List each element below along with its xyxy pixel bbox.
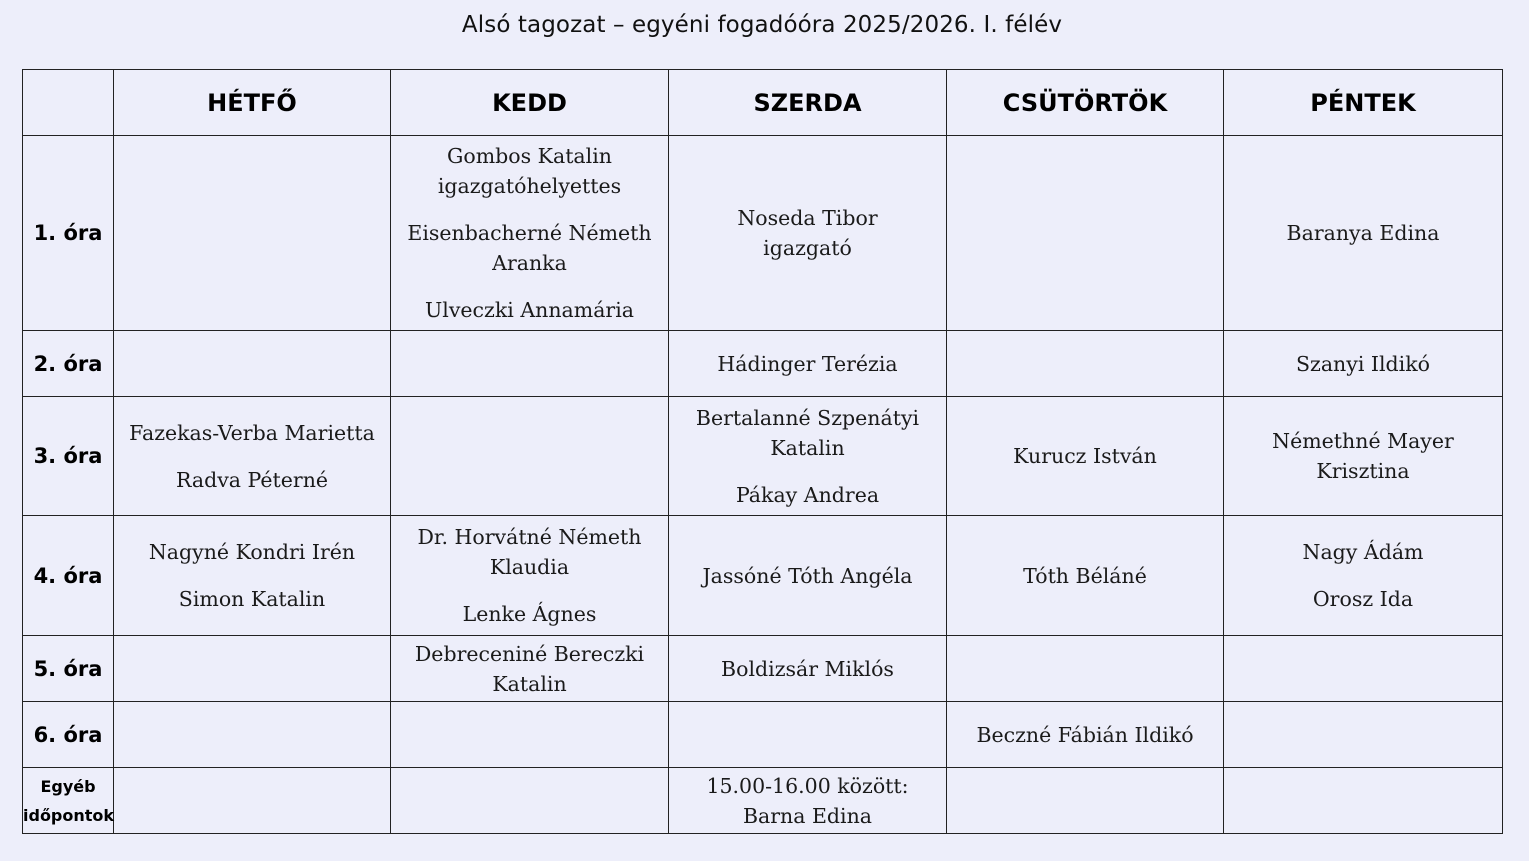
schedule-cell-kedd — [391, 516, 669, 636]
schedule-cell-szerda — [669, 331, 947, 397]
teacher-entry — [669, 654, 946, 684]
teacher-name: Debreceniné Bereczki Katalin — [414, 641, 645, 696]
page-title: Alsó tagozat – egyéni fogadóóra 2025/2026. I. félév — [461, 12, 1063, 38]
schedule-cell-hetfo — [114, 702, 391, 768]
schedule-cell-kedd — [391, 397, 669, 516]
schedule-cell-szerda — [669, 702, 947, 768]
header-row — [23, 70, 1503, 136]
teacher-entry — [669, 203, 946, 263]
day-header-szerda: SZERDA — [669, 70, 947, 136]
period-label: 1. óra — [23, 136, 114, 331]
teacher-entry — [391, 218, 668, 278]
teacher-entry — [391, 522, 668, 582]
teacher-role: igazgató — [763, 236, 852, 260]
teacher-name: Boldizsár Miklós — [721, 656, 894, 681]
teacher-name: Kurucz István — [1013, 444, 1157, 468]
teacher-entry — [114, 584, 390, 614]
schedule-cell-csutortok — [947, 136, 1224, 331]
teacher-name: Dr. Horvátné Németh Klaudia — [417, 525, 642, 579]
teacher-name: Lenke Ágnes — [462, 602, 597, 626]
period-label: 4. óra — [23, 516, 114, 636]
period-label: 3. óra — [23, 397, 114, 516]
teacher-name: Jassóné Tóth Angéla — [702, 563, 913, 588]
teacher-entry — [669, 403, 946, 463]
schedule-row — [23, 331, 1503, 397]
schedule-cell-kedd — [391, 331, 669, 397]
day-header-kedd: KEDD — [391, 70, 669, 136]
teacher-role: Barna Edina — [742, 803, 873, 828]
day-header-csutortok: CSÜTÖRTÖK — [947, 70, 1224, 136]
period-label — [23, 768, 114, 834]
teacher-name: Bertalanné Szpenátyi Katalin — [695, 405, 920, 460]
schedule-row — [23, 702, 1503, 768]
period-label: 6. óra — [23, 702, 114, 768]
teacher-name: Pákay Andrea — [735, 482, 880, 507]
teacher-role: igazgatóhelyettes — [437, 174, 622, 198]
teacher-entry — [391, 639, 668, 699]
schedule-cell-szerda — [669, 397, 947, 516]
schedule-cell-hetfo — [114, 516, 391, 636]
teacher-entry — [114, 418, 390, 448]
teacher-name: Simon Katalin — [178, 587, 326, 611]
schedule-cell-szerda — [669, 136, 947, 331]
teacher-name: Orosz Ida — [1312, 587, 1414, 611]
teacher-name: 15.00-16.00 között: — [706, 773, 909, 798]
schedule-row — [23, 516, 1503, 636]
schedule-row — [23, 636, 1503, 702]
schedule-cell-hetfo — [114, 331, 391, 397]
schedule-cell-csutortok — [947, 768, 1224, 834]
schedule-row — [23, 136, 1503, 331]
teacher-entry — [1224, 584, 1502, 614]
schedule-cell-hetfo — [114, 768, 391, 834]
teacher-name: Ulveczki Annamária — [425, 298, 634, 322]
schedule-cell-kedd — [391, 768, 669, 834]
schedule-cell-pentek — [1224, 136, 1503, 331]
schedule-cell-csutortok — [947, 516, 1224, 636]
teacher-entry — [1224, 218, 1502, 248]
schedule-cell-pentek — [1224, 636, 1503, 702]
schedule-cell-szerda — [669, 516, 947, 636]
teacher-name: Nagy Ádám — [1302, 540, 1424, 564]
teacher-entry — [669, 349, 946, 379]
teacher-entry — [669, 480, 946, 510]
schedule-cell-csutortok — [947, 636, 1224, 702]
schedule-table — [22, 69, 1503, 834]
corner-cell — [23, 70, 114, 136]
teacher-name: Noseda Tibor — [737, 206, 878, 230]
teacher-entry — [947, 720, 1223, 750]
schedule-cell-csutortok — [947, 702, 1224, 768]
teacher-entry — [114, 465, 390, 495]
teacher-entry — [391, 295, 668, 325]
schedule-cell-pentek — [1224, 331, 1503, 397]
teacher-entry — [947, 441, 1223, 471]
schedule-cell-szerda — [669, 768, 947, 834]
schedule-cell-hetfo — [114, 136, 391, 331]
schedule-row — [23, 768, 1503, 834]
teacher-name: Fazekas-Verba Marietta — [129, 420, 375, 445]
schedule-cell-hetfo — [114, 636, 391, 702]
day-header-hetfo: HÉTFŐ — [114, 70, 391, 136]
teacher-entry — [669, 561, 946, 591]
schedule-cell-szerda — [669, 636, 947, 702]
schedule-row — [23, 397, 1503, 516]
teacher-name: Hádinger Terézia — [717, 351, 898, 376]
teacher-name: Némethné Mayer Krisztina — [1272, 429, 1454, 483]
day-header-pentek: PÉNTEK — [1224, 70, 1503, 136]
schedule-body — [23, 70, 1503, 834]
period-label-line: Egyéb — [40, 776, 96, 796]
period-label-line: időpontok — [23, 805, 115, 825]
teacher-name: Gombos Katalin — [447, 144, 612, 168]
teacher-name: Tóth Béláné — [1023, 563, 1147, 588]
period-label: 5. óra — [23, 636, 114, 702]
teacher-entry — [391, 599, 668, 629]
teacher-name: Baranya Edina — [1286, 221, 1440, 245]
schedule-cell-csutortok — [947, 397, 1224, 516]
teacher-entry — [1224, 537, 1502, 567]
teacher-entry — [114, 537, 390, 567]
teacher-entry — [669, 771, 946, 831]
schedule-cell-pentek — [1224, 397, 1503, 516]
teacher-name: Beczné Fábián Ildikó — [976, 722, 1194, 747]
schedule-cell-hetfo — [114, 397, 391, 516]
schedule-cell-kedd — [391, 636, 669, 702]
teacher-name: Szanyi Ildikó — [1295, 351, 1431, 376]
teacher-entry — [391, 141, 668, 201]
teacher-entry — [947, 561, 1223, 591]
teacher-entry — [1224, 349, 1502, 379]
schedule-cell-pentek — [1224, 768, 1503, 834]
schedule-cell-kedd — [391, 702, 669, 768]
schedule-cell-pentek — [1224, 702, 1503, 768]
schedule-cell-pentek — [1224, 516, 1503, 636]
teacher-name: Eisenbacherné Németh Aranka — [407, 221, 652, 275]
teacher-name: Radva Péterné — [175, 467, 329, 492]
teacher-name: Nagyné Kondri Irén — [148, 540, 356, 564]
period-label: 2. óra — [23, 331, 114, 397]
schedule-cell-kedd — [391, 136, 669, 331]
schedule-cell-csutortok — [947, 331, 1224, 397]
teacher-entry — [1224, 426, 1502, 486]
